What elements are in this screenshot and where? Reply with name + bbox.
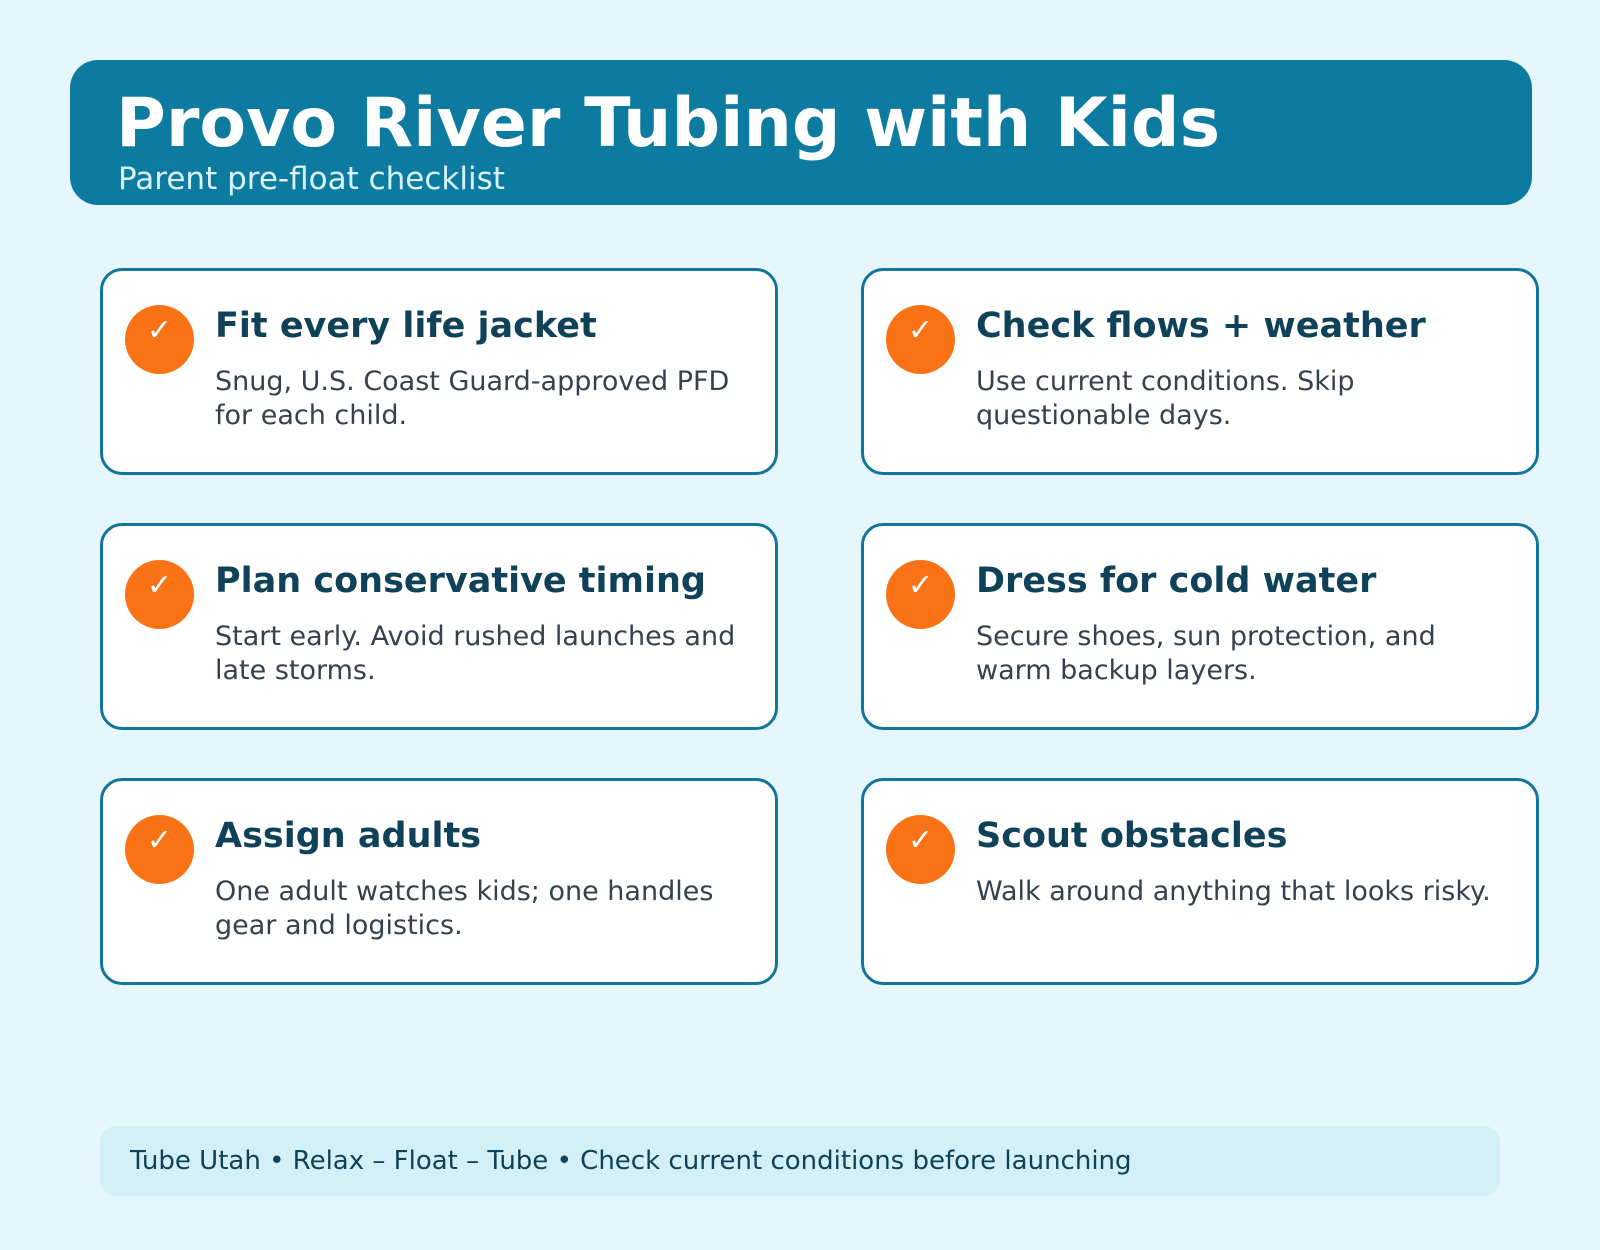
page-subtitle: Parent pre-float checklist [118,161,505,197]
card-description: Snug, U.S. Coast Guard-approved PFD for each child. [215,366,730,431]
card-title: Plan conservative timing [215,561,706,601]
card-description: Start early. Avoid rushed launches and late storms. [215,621,736,686]
card-title: Scout obstacles [976,816,1288,856]
header-banner [70,60,1532,205]
card-title: Fit every life jacket [215,306,597,346]
page-title: Provo River Tubing with Kids [116,84,1221,163]
card-title: Assign adults [215,816,482,856]
footer-text: Tube Utah • Relax – Float – Tube • Check current conditions before launching [130,1146,1132,1176]
checkmark-icon: ✓ [125,815,194,884]
checklist-card-cold-water [861,523,1539,730]
checkmark-icon: ✓ [886,305,955,374]
checklist-card-flows-weather [861,268,1539,475]
checklist-card-life-jacket [100,268,778,475]
checklist-card-assign-adults [100,778,778,985]
checkmark-icon: ✓ [886,815,955,884]
card-description: Secure shoes, sun protection, and warm backup layers. [976,621,1436,686]
checkmark-icon: ✓ [125,560,194,629]
card-title: Check flows + weather [976,306,1426,346]
checkmark-icon: ✓ [125,305,194,374]
card-description: Walk around anything that looks risky. [976,876,1491,907]
card-description: Use current conditions. Skip questionable days. [976,366,1355,431]
footer-bar [100,1126,1500,1196]
card-description: One adult watches kids; one handles gear and logistics. [215,876,714,941]
checklist-card-timing [100,523,778,730]
checkmark-icon: ✓ [886,560,955,629]
checklist-card-scout-obstacles [861,778,1539,985]
card-title: Dress for cold water [976,561,1377,601]
